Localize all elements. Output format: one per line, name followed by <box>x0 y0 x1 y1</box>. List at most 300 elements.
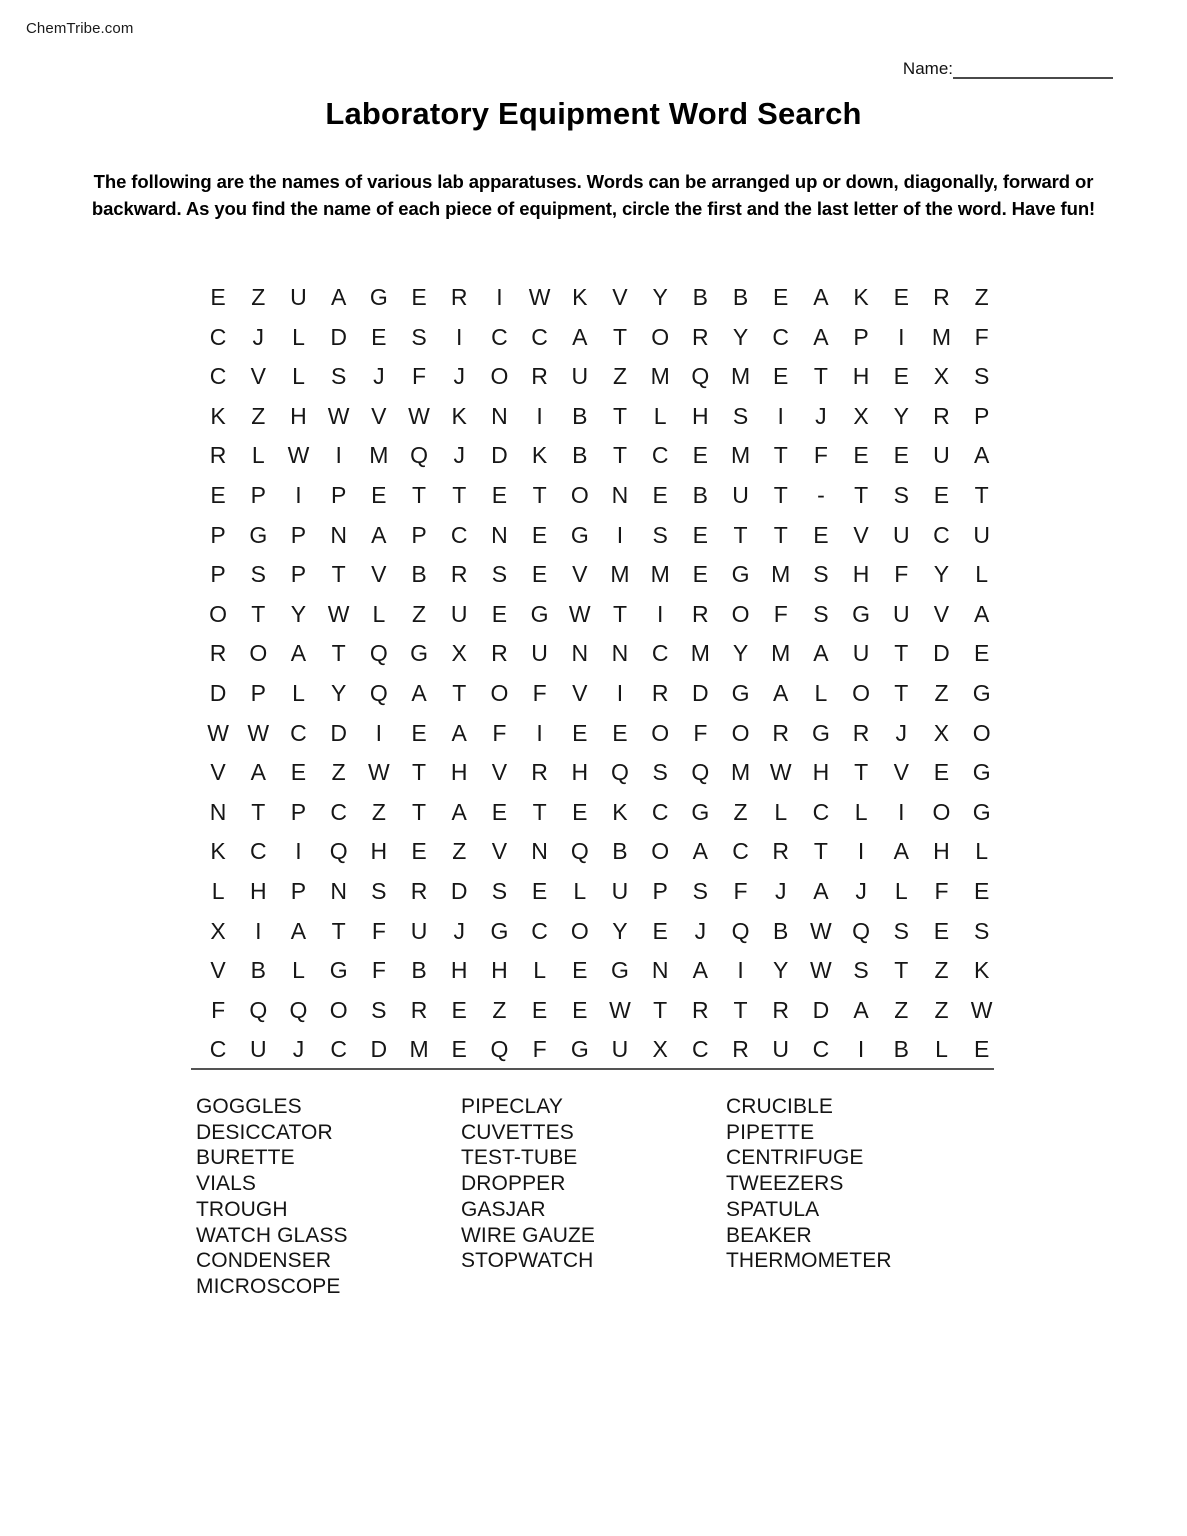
grid-cell[interactable]: T <box>854 759 869 786</box>
grid-cell[interactable]: V <box>491 838 508 865</box>
grid-cell[interactable]: T <box>412 759 427 786</box>
grid-cell[interactable]: I <box>656 600 664 627</box>
grid-cell[interactable]: E <box>893 442 909 469</box>
word-list-item[interactable]: VIALS <box>196 1172 257 1196</box>
word-list-item[interactable]: CRUCIBLE <box>726 1095 833 1118</box>
grid-cell[interactable]: O <box>932 798 951 825</box>
grid-cell[interactable]: P <box>290 521 307 548</box>
grid-cell[interactable]: Y <box>732 640 749 667</box>
word-list-item[interactable]: WIRE GAUZE <box>461 1223 596 1247</box>
grid-cell[interactable]: G <box>731 679 750 706</box>
grid-cell[interactable]: P <box>290 877 307 904</box>
grid-cell[interactable]: C <box>933 521 950 548</box>
grid-cell[interactable]: U <box>450 600 468 627</box>
grid-cell[interactable]: I <box>857 838 865 865</box>
grid-cell[interactable]: P <box>250 679 266 706</box>
grid-cell[interactable]: I <box>857 1036 865 1063</box>
grid-cell[interactable]: X <box>933 363 950 390</box>
grid-cell[interactable]: O <box>249 640 268 667</box>
grid-cell[interactable]: S <box>250 561 266 588</box>
word-search-grid[interactable] <box>198 278 1002 1070</box>
grid-cell[interactable]: M <box>409 1036 429 1063</box>
grid-cell[interactable]: S <box>853 957 869 984</box>
grid-cell[interactable]: X <box>451 640 467 667</box>
grid-cell[interactable]: R <box>933 402 950 429</box>
grid-cell[interactable]: T <box>412 798 427 825</box>
grid-cell[interactable]: B <box>692 481 709 508</box>
grid-cell[interactable]: G <box>570 521 589 548</box>
grid-cell[interactable]: T <box>653 996 668 1023</box>
grid-cell[interactable]: O <box>731 600 750 627</box>
grid-cell[interactable]: S <box>371 877 387 904</box>
grid-cell[interactable]: P <box>250 481 266 508</box>
grid-cell[interactable]: H <box>450 759 468 786</box>
grid-cell[interactable]: C <box>812 798 830 825</box>
grid-cell[interactable]: S <box>893 481 909 508</box>
grid-cell[interactable]: L <box>292 323 305 350</box>
grid-cell[interactable]: B <box>692 284 709 310</box>
grid-cell[interactable]: T <box>452 679 467 706</box>
grid-cell[interactable]: T <box>773 481 788 508</box>
grid-cell[interactable]: K <box>531 442 548 469</box>
grid-cell[interactable]: S <box>732 402 749 429</box>
grid-cell[interactable]: B <box>250 957 266 984</box>
grid-cell[interactable]: S <box>652 521 668 548</box>
word-list-item[interactable]: DROPPER <box>461 1172 566 1196</box>
grid-cell[interactable]: W <box>327 402 350 429</box>
grid-cell[interactable]: W <box>207 719 229 746</box>
grid-cell[interactable]: S <box>813 600 829 627</box>
grid-cell[interactable]: T <box>612 600 627 627</box>
grid-cell[interactable]: O <box>651 719 670 746</box>
grid-cell[interactable]: I <box>375 719 383 746</box>
grid-cell[interactable]: Z <box>371 798 386 825</box>
grid-cell[interactable]: U <box>611 1036 629 1063</box>
grid-cell[interactable]: I <box>335 442 342 469</box>
grid-cell[interactable]: E <box>451 1036 467 1063</box>
grid-cell[interactable]: E <box>572 719 588 746</box>
grid-cell[interactable]: G <box>490 917 509 944</box>
grid-cell[interactable]: S <box>973 363 990 390</box>
grid-cell[interactable]: G <box>329 957 348 984</box>
grid-cell[interactable]: O <box>570 917 589 944</box>
grid-cell[interactable]: S <box>330 363 347 390</box>
grid-cell[interactable]: T <box>331 640 346 667</box>
grid-cell[interactable]: K <box>973 957 990 984</box>
grid-cell[interactable]: K <box>853 284 869 310</box>
word-list-item[interactable]: PIPETTE <box>726 1120 815 1144</box>
grid-cell[interactable]: I <box>898 323 905 350</box>
grid-cell[interactable]: E <box>652 481 668 508</box>
word-list-item[interactable]: TEST-TUBE <box>461 1146 578 1170</box>
grid-cell[interactable]: F <box>773 600 788 627</box>
grid-cell[interactable]: I <box>777 402 784 429</box>
grid-cell[interactable]: A <box>330 284 347 310</box>
grid-cell[interactable]: Z <box>251 284 266 310</box>
grid-cell[interactable]: W <box>609 996 631 1023</box>
grid-cell[interactable]: L <box>211 877 225 904</box>
grid-cell[interactable]: F <box>934 877 949 904</box>
grid-cell[interactable]: A <box>290 917 307 944</box>
grid-cell[interactable]: V <box>853 521 869 548</box>
grid-cell[interactable]: H <box>571 759 589 786</box>
grid-cell[interactable]: E <box>531 877 548 904</box>
grid-cell[interactable]: R <box>531 759 548 786</box>
grid-cell[interactable]: P <box>290 798 307 825</box>
grid-cell[interactable]: X <box>210 917 226 944</box>
grid-cell[interactable]: P <box>973 402 990 429</box>
grid-cell[interactable]: L <box>975 838 989 865</box>
grid-cell[interactable]: T <box>974 481 989 508</box>
grid-cell[interactable]: T <box>532 481 547 508</box>
grid-cell[interactable]: L <box>975 561 989 588</box>
grid-cell[interactable]: B <box>572 442 588 469</box>
grid-cell[interactable]: Y <box>732 323 749 350</box>
grid-cell[interactable]: M <box>610 561 630 588</box>
grid-cell[interactable]: L <box>814 679 828 706</box>
grid-cell[interactable]: F <box>492 719 507 746</box>
grid-cell[interactable]: L <box>292 363 305 390</box>
grid-cell[interactable]: D <box>692 679 709 706</box>
grid-cell[interactable]: G <box>972 679 991 706</box>
grid-cell[interactable]: O <box>972 719 991 746</box>
grid-cell[interactable]: H <box>852 363 870 390</box>
grid-cell[interactable]: T <box>532 798 547 825</box>
grid-cell[interactable]: Z <box>251 402 266 429</box>
grid-cell[interactable]: E <box>572 996 588 1023</box>
grid-cell[interactable]: U <box>892 521 910 548</box>
grid-cell[interactable]: S <box>652 759 668 786</box>
grid-cell[interactable]: Q <box>691 759 710 786</box>
grid-cell[interactable]: N <box>531 838 548 865</box>
grid-cell[interactable]: M <box>650 363 670 390</box>
grid-cell[interactable]: E <box>973 1036 990 1063</box>
grid-cell[interactable]: E <box>491 600 508 627</box>
grid-cell[interactable]: I <box>295 838 302 865</box>
grid-cell[interactable]: E <box>773 363 789 390</box>
grid-cell[interactable]: E <box>973 640 990 667</box>
grid-cell[interactable]: J <box>774 877 787 904</box>
grid-cell[interactable]: H <box>491 957 508 984</box>
grid-cell[interactable]: G <box>611 957 629 984</box>
grid-cell[interactable]: E <box>531 521 548 548</box>
grid-cell[interactable]: J <box>453 917 465 944</box>
grid-cell[interactable]: I <box>536 402 543 429</box>
grid-cell[interactable]: C <box>531 917 548 944</box>
grid-cell[interactable]: A <box>371 521 387 548</box>
grid-cell[interactable]: Q <box>289 996 308 1023</box>
grid-cell[interactable]: E <box>572 957 588 984</box>
grid-cell[interactable]: F <box>733 877 748 904</box>
grid-cell[interactable]: F <box>532 679 547 706</box>
grid-cell[interactable]: V <box>210 957 226 984</box>
grid-cell[interactable]: W <box>408 402 430 429</box>
grid-cell[interactable]: L <box>533 957 546 984</box>
grid-cell[interactable]: C <box>209 1036 227 1063</box>
grid-cell[interactable]: T <box>452 481 467 508</box>
word-list-item[interactable]: CONDENSER <box>196 1249 332 1273</box>
grid-cell[interactable]: I <box>255 917 262 944</box>
grid-cell[interactable]: A <box>813 640 829 667</box>
grid-cell[interactable]: V <box>210 759 226 786</box>
grid-cell[interactable]: M <box>690 640 710 667</box>
grid-cell[interactable]: C <box>651 640 669 667</box>
grid-cell[interactable]: A <box>572 323 588 350</box>
grid-cell[interactable]: E <box>692 561 709 588</box>
word-list-item[interactable]: WATCH GLASS <box>196 1223 348 1247</box>
grid-cell[interactable]: N <box>330 521 347 548</box>
grid-cell[interactable]: G <box>691 798 710 825</box>
grid-cell[interactable]: E <box>692 521 709 548</box>
grid-cell[interactable]: R <box>450 284 468 310</box>
grid-cell[interactable]: G <box>570 1036 589 1063</box>
grid-cell[interactable]: T <box>894 640 909 667</box>
grid-cell[interactable]: Y <box>612 917 628 944</box>
grid-cell[interactable]: U <box>410 917 428 944</box>
grid-cell[interactable]: O <box>570 481 589 508</box>
grid-cell[interactable]: I <box>496 284 503 310</box>
grid-cell[interactable]: D <box>491 442 508 469</box>
grid-cell[interactable]: L <box>573 877 587 904</box>
grid-cell[interactable]: V <box>572 561 588 588</box>
grid-cell[interactable]: P <box>330 481 347 508</box>
grid-cell[interactable]: F <box>894 561 909 588</box>
word-list-item[interactable]: BURETTE <box>196 1146 295 1170</box>
grid-cell[interactable]: H <box>852 561 870 588</box>
grid-cell[interactable]: A <box>451 798 467 825</box>
grid-cell[interactable]: T <box>894 957 909 984</box>
grid-cell[interactable]: E <box>933 481 950 508</box>
grid-cell[interactable]: Q <box>490 1036 509 1063</box>
grid-cell[interactable]: H <box>933 838 950 865</box>
grid-cell[interactable]: Z <box>492 996 507 1023</box>
grid-cell[interactable]: D <box>450 877 468 904</box>
grid-cell[interactable]: Q <box>691 363 710 390</box>
grid-cell[interactable]: U <box>772 1036 790 1063</box>
grid-cell[interactable]: L <box>251 442 265 469</box>
grid-cell[interactable]: I <box>295 481 302 508</box>
grid-cell[interactable]: Z <box>331 759 346 786</box>
grid-cell[interactable]: G <box>972 759 991 786</box>
grid-cell[interactable]: D <box>812 996 830 1023</box>
word-list-item[interactable]: CUVETTES <box>461 1120 574 1144</box>
grid-cell[interactable]: M <box>771 561 791 588</box>
grid-cell[interactable]: L <box>854 798 868 825</box>
grid-cell[interactable]: S <box>371 996 387 1023</box>
grid-cell[interactable]: C <box>812 1036 830 1063</box>
grid-cell[interactable]: O <box>651 838 670 865</box>
grid-cell[interactable]: J <box>895 719 908 746</box>
grid-cell[interactable]: W <box>287 442 310 469</box>
grid-cell[interactable]: R <box>491 640 508 667</box>
grid-cell[interactable]: P <box>210 561 226 588</box>
grid-cell[interactable]: I <box>536 719 543 746</box>
grid-cell[interactable]: Q <box>570 838 589 865</box>
grid-cell[interactable]: R <box>692 996 709 1023</box>
grid-cell[interactable]: J <box>855 877 867 904</box>
grid-cell[interactable]: P <box>652 877 668 904</box>
grid-cell[interactable]: U <box>892 600 910 627</box>
grid-cell[interactable]: S <box>893 917 909 944</box>
grid-cell[interactable]: W <box>810 957 832 984</box>
grid-cell[interactable]: C <box>651 442 669 469</box>
grid-cell[interactable]: L <box>372 600 386 627</box>
grid-cell[interactable]: R <box>692 600 709 627</box>
grid-cell[interactable]: H <box>249 877 267 904</box>
grid-cell[interactable]: Z <box>452 838 467 865</box>
grid-cell[interactable]: O <box>209 600 228 627</box>
grid-cell[interactable]: R <box>692 323 709 350</box>
grid-cell[interactable]: V <box>572 679 588 706</box>
grid-cell[interactable]: B <box>411 561 427 588</box>
grid-cell[interactable]: V <box>371 561 387 588</box>
grid-cell[interactable]: A <box>893 838 909 865</box>
grid-cell[interactable]: L <box>292 679 305 706</box>
grid-cell[interactable]: - <box>817 481 825 508</box>
grid-cell[interactable]: I <box>737 957 744 984</box>
grid-cell[interactable]: N <box>571 640 589 667</box>
grid-cell[interactable]: R <box>410 877 428 904</box>
grid-cell[interactable]: C <box>450 521 468 548</box>
grid-cell[interactable]: H <box>692 402 709 429</box>
grid-cell[interactable]: U <box>732 481 749 508</box>
grid-cell[interactable]: O <box>651 323 670 350</box>
grid-cell[interactable]: E <box>531 561 548 588</box>
grid-cell[interactable]: L <box>894 877 908 904</box>
grid-cell[interactable]: R <box>209 442 227 469</box>
grid-cell[interactable]: A <box>973 600 990 627</box>
grid-cell[interactable]: O <box>490 363 509 390</box>
word-list-item[interactable]: PIPECLAY <box>461 1095 563 1118</box>
grid-cell[interactable]: R <box>531 363 548 390</box>
grid-cell[interactable]: V <box>250 363 266 390</box>
grid-cell[interactable]: U <box>290 284 307 310</box>
grid-cell[interactable]: U <box>531 640 548 667</box>
grid-cell[interactable]: N <box>209 798 227 825</box>
grid-cell[interactable]: R <box>772 719 790 746</box>
grid-cell[interactable]: X <box>933 719 950 746</box>
grid-cell[interactable]: T <box>612 402 627 429</box>
grid-cell[interactable]: E <box>371 481 387 508</box>
grid-cell[interactable]: G <box>731 561 750 588</box>
grid-cell[interactable]: H <box>812 759 830 786</box>
grid-cell[interactable]: E <box>210 284 226 310</box>
word-list-item[interactable]: SPATULA <box>726 1197 820 1221</box>
name-field-blank[interactable] <box>953 61 1113 79</box>
grid-cell[interactable]: G <box>410 640 428 667</box>
grid-cell[interactable]: L <box>774 798 788 825</box>
grid-cell[interactable]: E <box>893 284 909 310</box>
grid-cell[interactable]: N <box>611 481 629 508</box>
grid-cell[interactable]: W <box>970 996 993 1023</box>
grid-cell[interactable]: V <box>933 600 950 627</box>
grid-cell[interactable]: B <box>732 284 749 310</box>
grid-cell[interactable]: Y <box>652 284 668 310</box>
grid-cell[interactable]: T <box>733 521 748 548</box>
grid-cell[interactable]: J <box>815 402 827 429</box>
grid-cell[interactable]: C <box>209 323 227 350</box>
grid-cell[interactable]: P <box>411 521 427 548</box>
grid-cell[interactable]: M <box>730 759 751 786</box>
grid-cell[interactable]: A <box>692 838 709 865</box>
grid-cell[interactable]: J <box>292 1036 305 1063</box>
grid-cell[interactable]: N <box>330 877 347 904</box>
grid-cell[interactable]: E <box>491 481 508 508</box>
grid-cell[interactable]: Z <box>894 996 909 1023</box>
grid-cell[interactable]: D <box>933 640 950 667</box>
grid-cell[interactable]: E <box>411 838 427 865</box>
grid-cell[interactable]: R <box>732 1036 749 1063</box>
grid-cell[interactable]: Z <box>612 363 627 390</box>
grid-cell[interactable]: E <box>612 719 628 746</box>
grid-cell[interactable]: M <box>730 442 751 469</box>
grid-cell[interactable]: T <box>813 838 828 865</box>
grid-cell[interactable]: Y <box>933 561 950 588</box>
grid-cell[interactable]: B <box>612 838 628 865</box>
grid-cell[interactable]: Z <box>412 600 427 627</box>
grid-cell[interactable]: X <box>652 1036 668 1063</box>
grid-cell[interactable]: Z <box>934 957 949 984</box>
grid-cell[interactable]: C <box>531 323 548 350</box>
grid-cell[interactable]: G <box>972 798 991 825</box>
grid-cell[interactable]: J <box>252 323 265 350</box>
grid-cell[interactable]: W <box>528 284 551 310</box>
grid-cell[interactable]: K <box>612 798 628 825</box>
grid-cell[interactable]: E <box>411 719 427 746</box>
grid-cell[interactable]: P <box>290 561 307 588</box>
grid-cell[interactable]: B <box>411 957 427 984</box>
grid-cell[interactable]: C <box>772 323 790 350</box>
grid-cell[interactable]: I <box>898 798 905 825</box>
grid-cell[interactable]: V <box>612 284 628 310</box>
grid-cell[interactable]: I <box>616 679 624 706</box>
grid-cell[interactable]: T <box>612 323 627 350</box>
grid-cell[interactable]: C <box>290 719 307 746</box>
grid-cell[interactable]: C <box>209 363 227 390</box>
grid-cell[interactable]: V <box>371 402 387 429</box>
grid-cell[interactable]: E <box>371 323 387 350</box>
grid-cell[interactable]: W <box>367 759 390 786</box>
grid-cell[interactable]: L <box>935 1036 948 1063</box>
grid-cell[interactable]: A <box>973 442 990 469</box>
grid-cell[interactable]: E <box>411 284 427 310</box>
grid-cell[interactable]: Q <box>369 640 388 667</box>
grid-cell[interactable]: A <box>411 679 427 706</box>
grid-cell[interactable]: U <box>933 442 950 469</box>
grid-cell[interactable]: G <box>249 521 268 548</box>
grid-cell[interactable]: L <box>292 957 305 984</box>
grid-cell[interactable]: A <box>250 759 266 786</box>
grid-cell[interactable]: E <box>531 996 548 1023</box>
grid-cell[interactable]: K <box>451 402 467 429</box>
grid-cell[interactable]: A <box>290 640 307 667</box>
grid-cell[interactable]: Y <box>893 402 909 429</box>
grid-cell[interactable]: O <box>329 996 348 1023</box>
grid-cell[interactable]: R <box>209 640 227 667</box>
grid-cell[interactable]: Z <box>934 679 949 706</box>
grid-cell[interactable]: M <box>369 442 389 469</box>
grid-cell[interactable]: E <box>853 442 869 469</box>
grid-cell[interactable]: I <box>456 323 463 350</box>
grid-cell[interactable]: S <box>813 561 829 588</box>
grid-cell[interactable]: Q <box>611 759 629 786</box>
word-list-item[interactable]: BEAKER <box>726 1223 812 1247</box>
grid-cell[interactable]: U <box>249 1036 267 1063</box>
grid-cell[interactable]: N <box>491 521 508 548</box>
grid-cell[interactable]: T <box>894 679 909 706</box>
grid-cell[interactable]: C <box>249 838 267 865</box>
grid-cell[interactable]: F <box>693 719 708 746</box>
